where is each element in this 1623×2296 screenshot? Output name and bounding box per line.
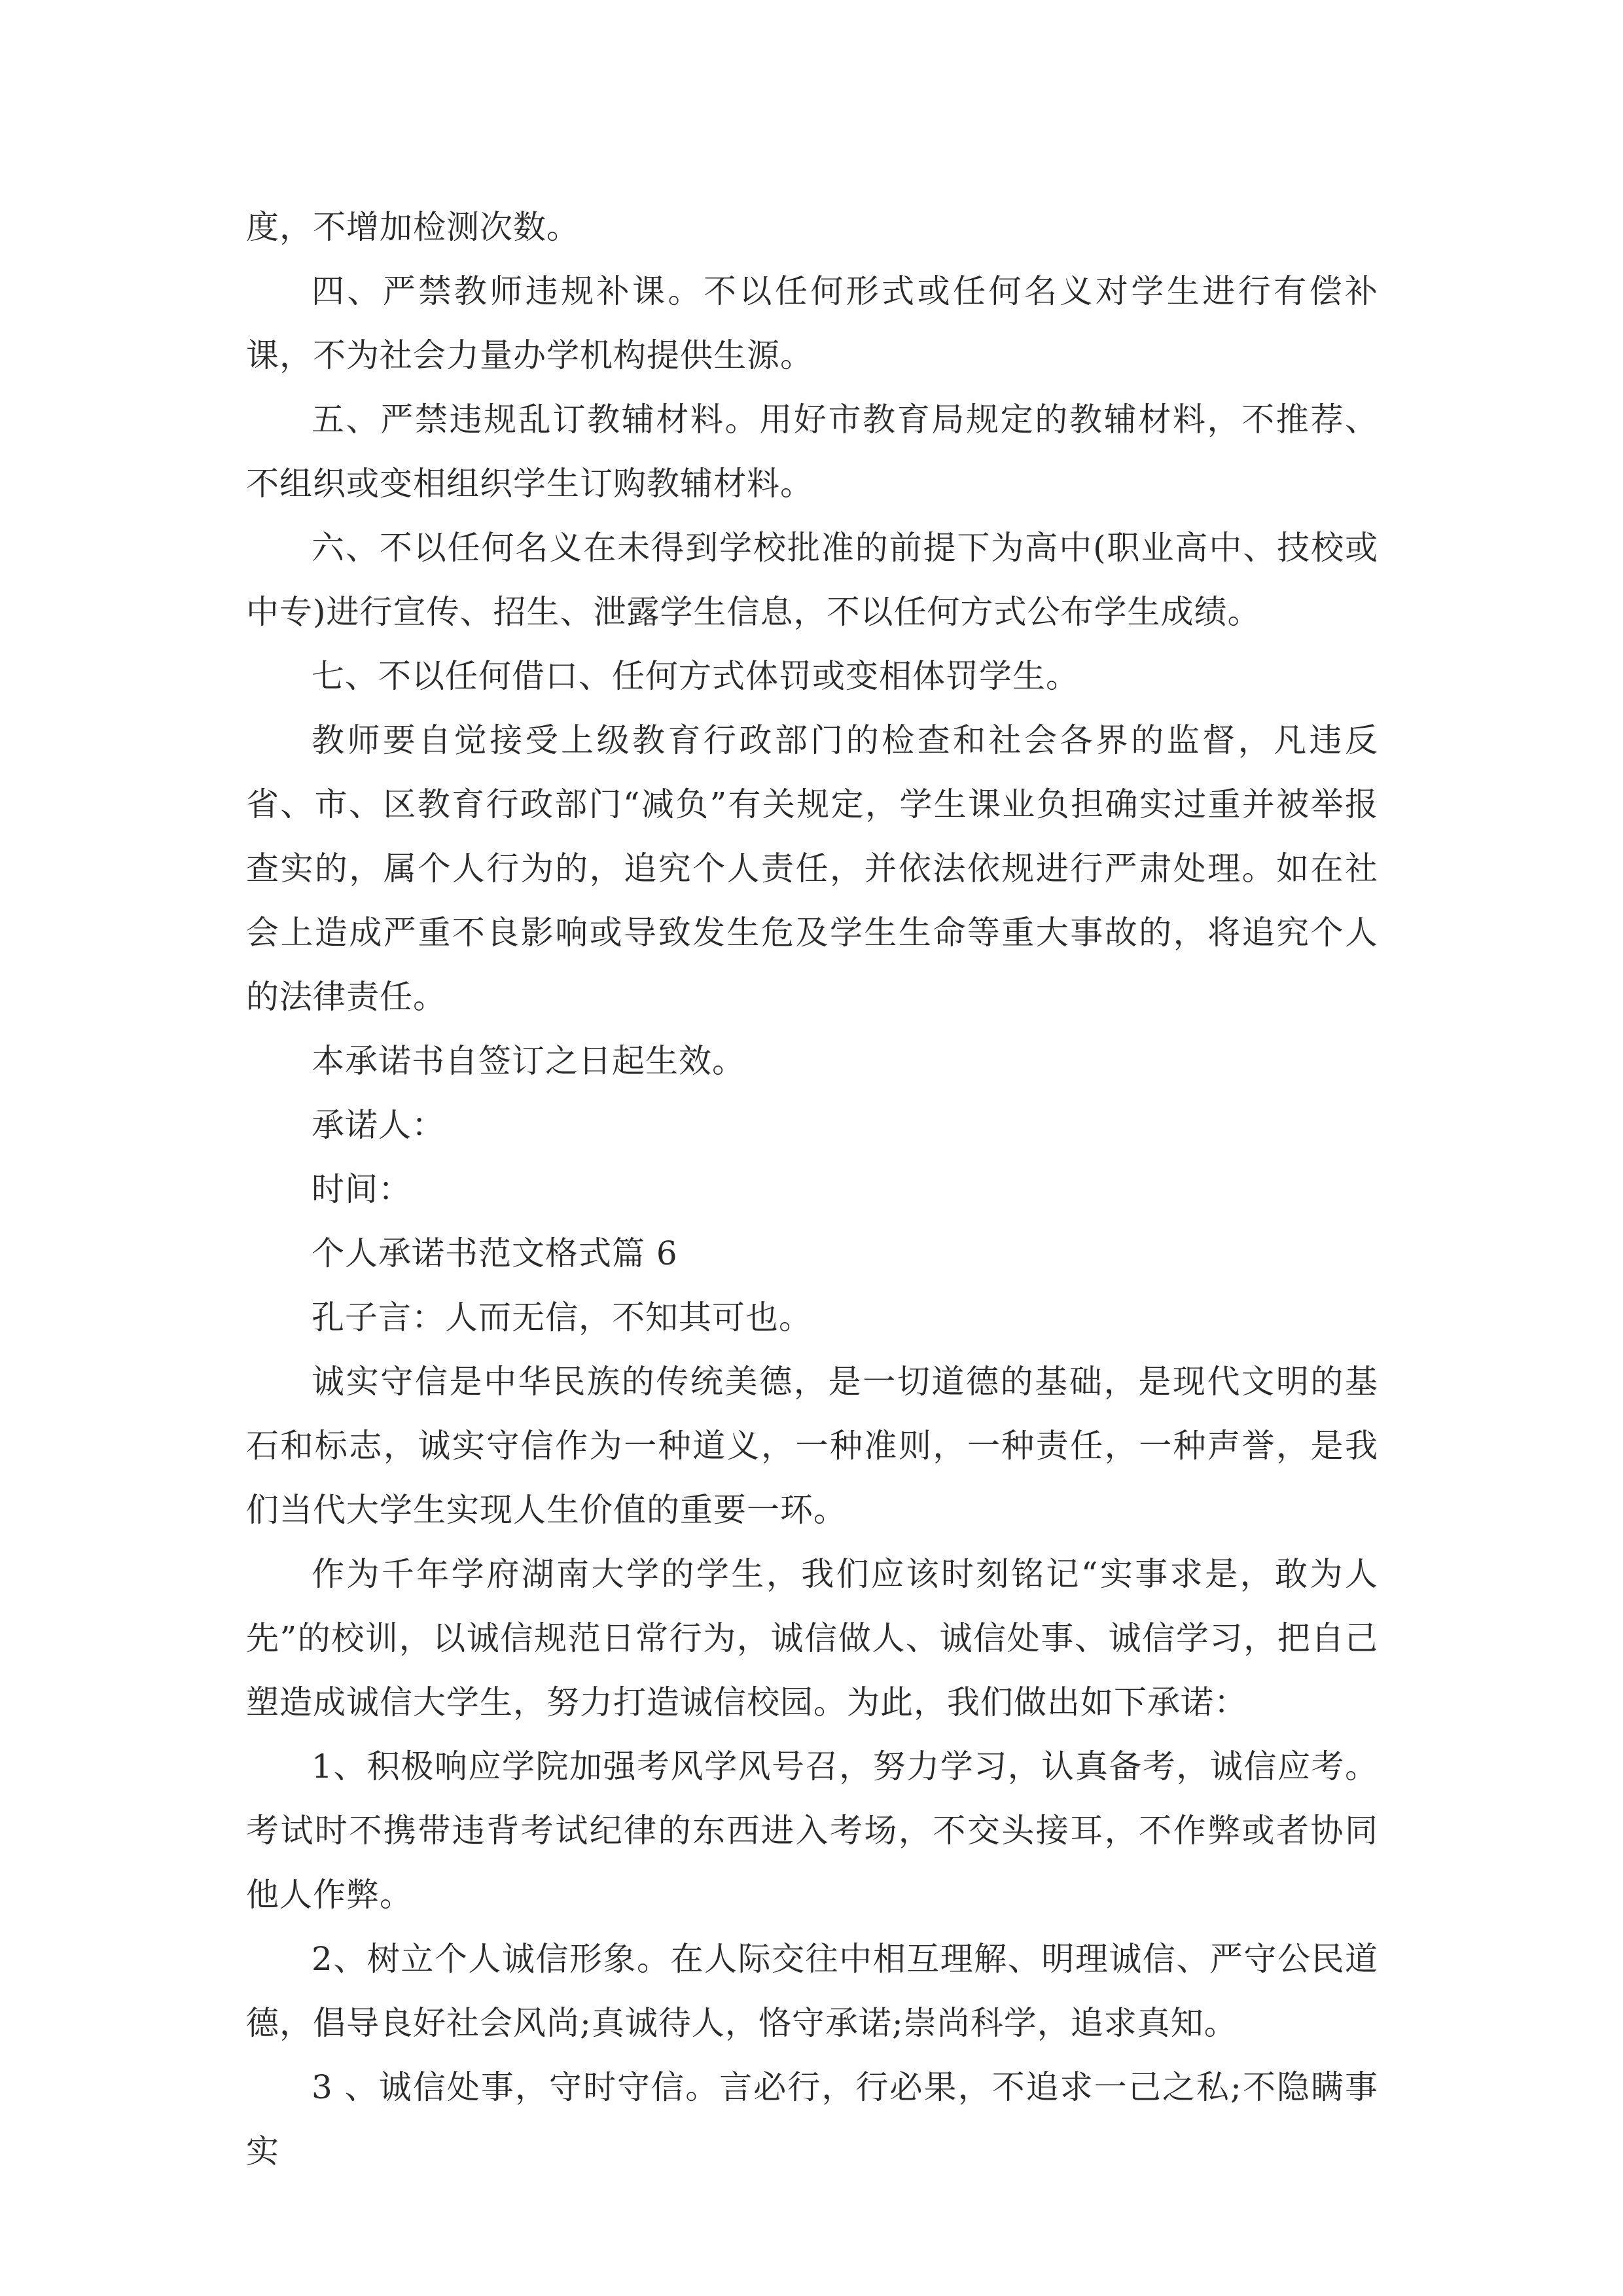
section-heading: 个人承诺书范文格式篇 6 bbox=[312, 1234, 678, 1272]
paragraph-12: 3 、诚信处事，守时守信。言必行，行必果，不追求一己之私;不隐瞒事实 bbox=[246, 2068, 1378, 2170]
signature-label: 承诺人： bbox=[312, 1106, 445, 1144]
paragraph-7: 本承诺书自签订之日起生效。 bbox=[312, 1042, 745, 1080]
paragraph-1: 度，不增加检测次数。 bbox=[246, 208, 580, 246]
date-label: 时间： bbox=[312, 1170, 412, 1208]
document-body bbox=[246, 195, 1378, 2183]
paragraph-5: 七、不以任何借口、任何方式体罚或变相体罚学生。 bbox=[312, 657, 1079, 695]
paragraph-10: 1、积极响应学院加强考风学风号召，努力学习，认真备考，诚信应考。考试时不携带违背考试纪律的东西进入考场，不交头接耳，不作弊或者协同他人作弊。 bbox=[246, 1748, 1378, 1914]
paragraph-6: 教师要自觉接受上级教育行政部门的检查和社会各界的监督，凡违反省、市、区教育行政部门“减负”有关规定，学生课业负担确实过重并被举报查实的，属个人行为的，追究个人责任，并依法依规进行严肃处理。如在社会上造成严重不良影响或导致发生危及学生生命等重大事故的，将追究个人的法律责任。 bbox=[246, 721, 1378, 1016]
paragraph-8: 诚实守信是中华民族的传统美德，是一切道德的基础，是现代文明的基石和标志，诚实守信作为一种道义，一种准则，一种责任，一种声誉，是我们当代大学生实现人生价值的重要一环。 bbox=[246, 1363, 1378, 1529]
paragraph-2: 四、严禁教师违规补课。不以任何形式或任何名义对学生进行有偿补课，不为社会力量办学机构提供生源。 bbox=[246, 272, 1378, 374]
paragraph-11: 2、树立个人诚信形象。在人际交往中相互理解、明理诚信、严守公民道德，倡导良好社会风尚;真诚待人，恪守承诺;崇尚科学，追求真知。 bbox=[246, 1940, 1378, 2042]
paragraph-quote: 孔子言：人而无信，不知其可也。 bbox=[312, 1299, 812, 1336]
paragraph-4: 六、不以任何名义在未得到学校批准的前提下为高中(职业高中、技校或中专)进行宣传、招生、泄露学生信息，不以任何方式公布学生成绩。 bbox=[246, 529, 1378, 631]
paragraph-3: 五、严禁违规乱订教辅材料。用好市教育局规定的教辅材料，不推荐、不组织或变相组织学生订购教辅材料。 bbox=[246, 401, 1378, 503]
paragraph-9: 作为千年学府湖南大学的学生，我们应该时刻铭记“实事求是，敢为人先”的校训，以诚信规范日常行为，诚信做人、诚信处事、诚信学习，把自己塑造成诚信大学生，努力打造诚信校园。为此，我们做出如下承诺： bbox=[246, 1555, 1378, 1721]
